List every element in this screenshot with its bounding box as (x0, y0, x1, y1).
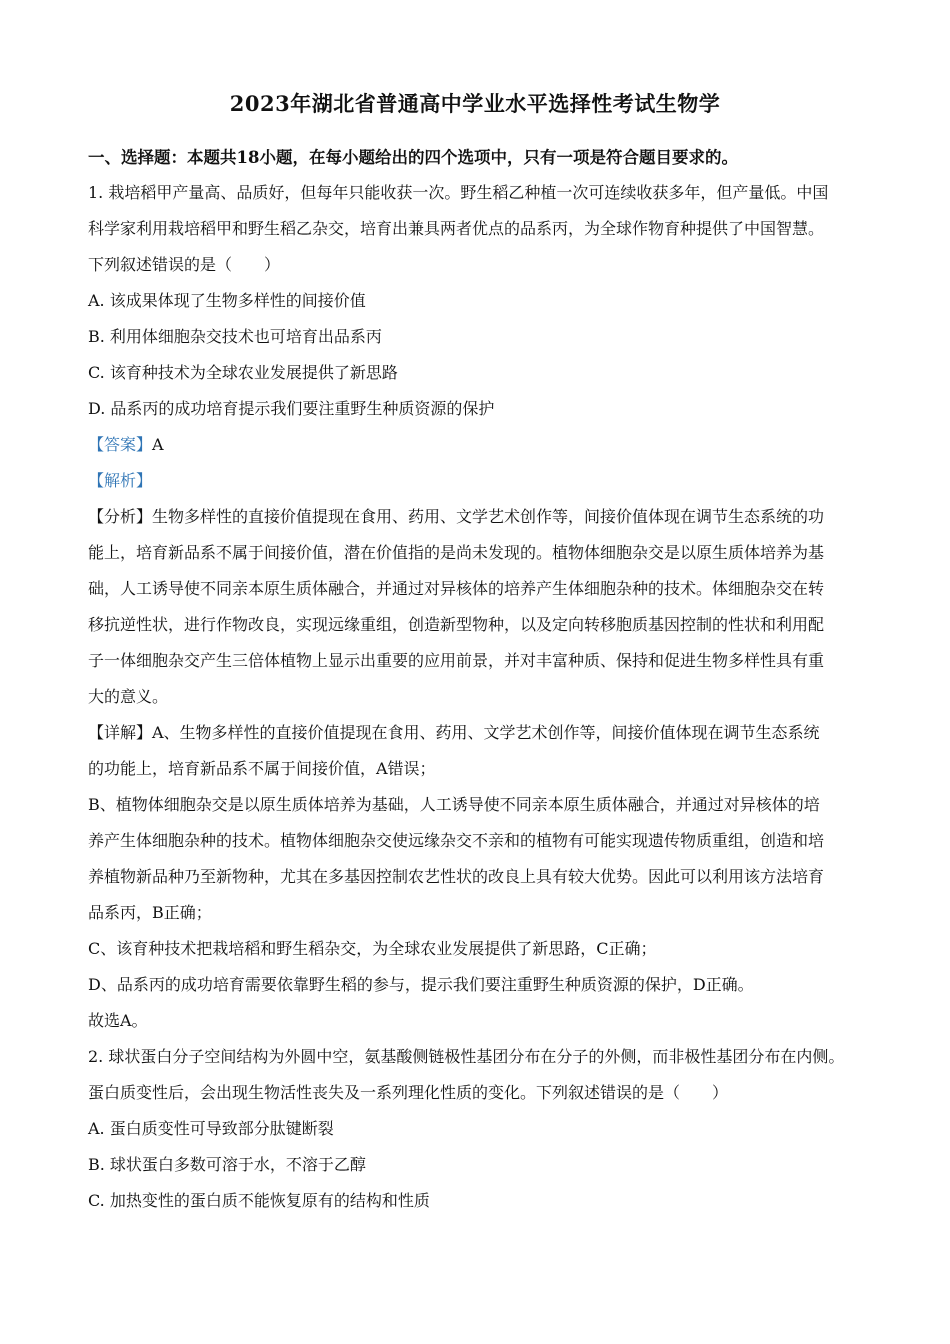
question-stem-line: 2. 球状蛋白分子空间结构为外圆中空，氨基酸侧链极性基团分布在分子的外侧，而非极性基团分布在内侧。 (88, 1047, 845, 1066)
option-c: C. 加热变性的蛋白质不能恢复原有的结构和性质 (88, 1191, 430, 1210)
analysis-line: 础，人工诱导使不同亲本原生质体融合，并通过对异核体的培养产生体细胞杂种的技术。体细胞杂交在转 (88, 579, 825, 598)
analysis-label: 【解析】 (88, 471, 153, 490)
analysis-line: 子一体细胞杂交产生三倍体植物上显示出重要的应用前景，并对丰富种质、保持和促进生物多样性具有重 (88, 651, 825, 670)
option-a: A. 该成果体现了生物多样性的间接价值 (88, 291, 366, 310)
analysis-line: 【分析】生物多样性的直接价值提现在食用、药用、文学艺术创作等，间接价值体现在调节生态系统的功 (88, 507, 825, 526)
answer-label: 【答案】 (88, 435, 153, 454)
option-b: B. 球状蛋白多数可溶于水，不溶于乙醇 (88, 1155, 366, 1174)
question-1 (88, 175, 868, 1039)
answer-line (88, 427, 868, 463)
option-d: D. 品系丙的成功培育提示我们要注重野生种质资源的保护 (88, 399, 495, 418)
question-stem-line: 科学家利用栽培稻甲和野生稻乙杂交，培育出兼具两者优点的品系丙，为全球作物育种提供了中国智慧。 (88, 219, 825, 238)
document-body (88, 175, 868, 1219)
detail-line: B、植物体细胞杂交是以原生质体培养为基础，人工诱导使不同亲本原生质体融合，并通过对异核体的培 (88, 795, 820, 814)
detail-line: 【详解】A、生物多样性的直接价值提现在食用、药用、文学艺术创作等，间接价值体现在调节生态系统 (88, 723, 820, 742)
option-b: B. 利用体细胞杂交技术也可培育出品系丙 (88, 327, 382, 346)
detail-line: D、品系丙的成功培育需要依靠野生稻的参与，提示我们要注重野生种质资源的保护，D正确。 (88, 975, 754, 994)
question-stem-line: 下列叙述错误的是（ ） (88, 255, 281, 274)
detail-line: 养植物新品种乃至新物种，尤其在多基因控制农艺性状的改良上具有较大优势。因此可以利用该方法培育 (88, 867, 825, 886)
detail-line: 的功能上，培育新品系不属于间接价值，A错误； (88, 759, 436, 778)
analysis-line: 能上，培育新品系不属于间接价值，潜在价值指的是尚未发现的。植物体细胞杂交是以原生质体培养为基 (88, 543, 825, 562)
detail-line: 养产生体细胞杂种的技术。植物体细胞杂交使远缘杂交不亲和的植物有可能实现遗传物质重组，创造和培 (88, 831, 825, 850)
analysis-line: 大的意义。 (88, 687, 169, 706)
question-2 (88, 1039, 868, 1219)
document-title: 2023年湖北省普通高中学业水平选择性考试生物学 (229, 91, 721, 116)
answer-value: A (152, 435, 164, 454)
detail-line: 故选A。 (88, 1011, 148, 1030)
section-heading: 一、选择题：本题共18小题，在每小题给出的四个选项中，只有一项是符合题目要求的。 (88, 148, 738, 167)
analysis-line: 移抗逆性状，进行作物改良，实现远缘重组，创造新型物种，以及定向转移胞质基因控制的性状和利用配 (88, 615, 825, 634)
question-stem-line: 蛋白质变性后，会出现生物活性丧失及一系列理化性质的变化。下列叙述错误的是（ ） (88, 1083, 729, 1102)
question-stem-line: 1. 栽培稻甲产量高、品质好，但每年只能收获一次。野生稻乙种植一次可连续收获多年，但产量低。中国 (88, 183, 829, 202)
option-c: C. 该育种技术为全球农业发展提供了新思路 (88, 363, 398, 382)
option-a: A. 蛋白质变性可导致部分肽键断裂 (88, 1119, 334, 1138)
detail-line: 品系丙，B正确； (88, 903, 212, 922)
detail-line: C、该育种技术把栽培稻和野生稻杂交，为全球农业发展提供了新思路，C正确； (88, 939, 657, 958)
